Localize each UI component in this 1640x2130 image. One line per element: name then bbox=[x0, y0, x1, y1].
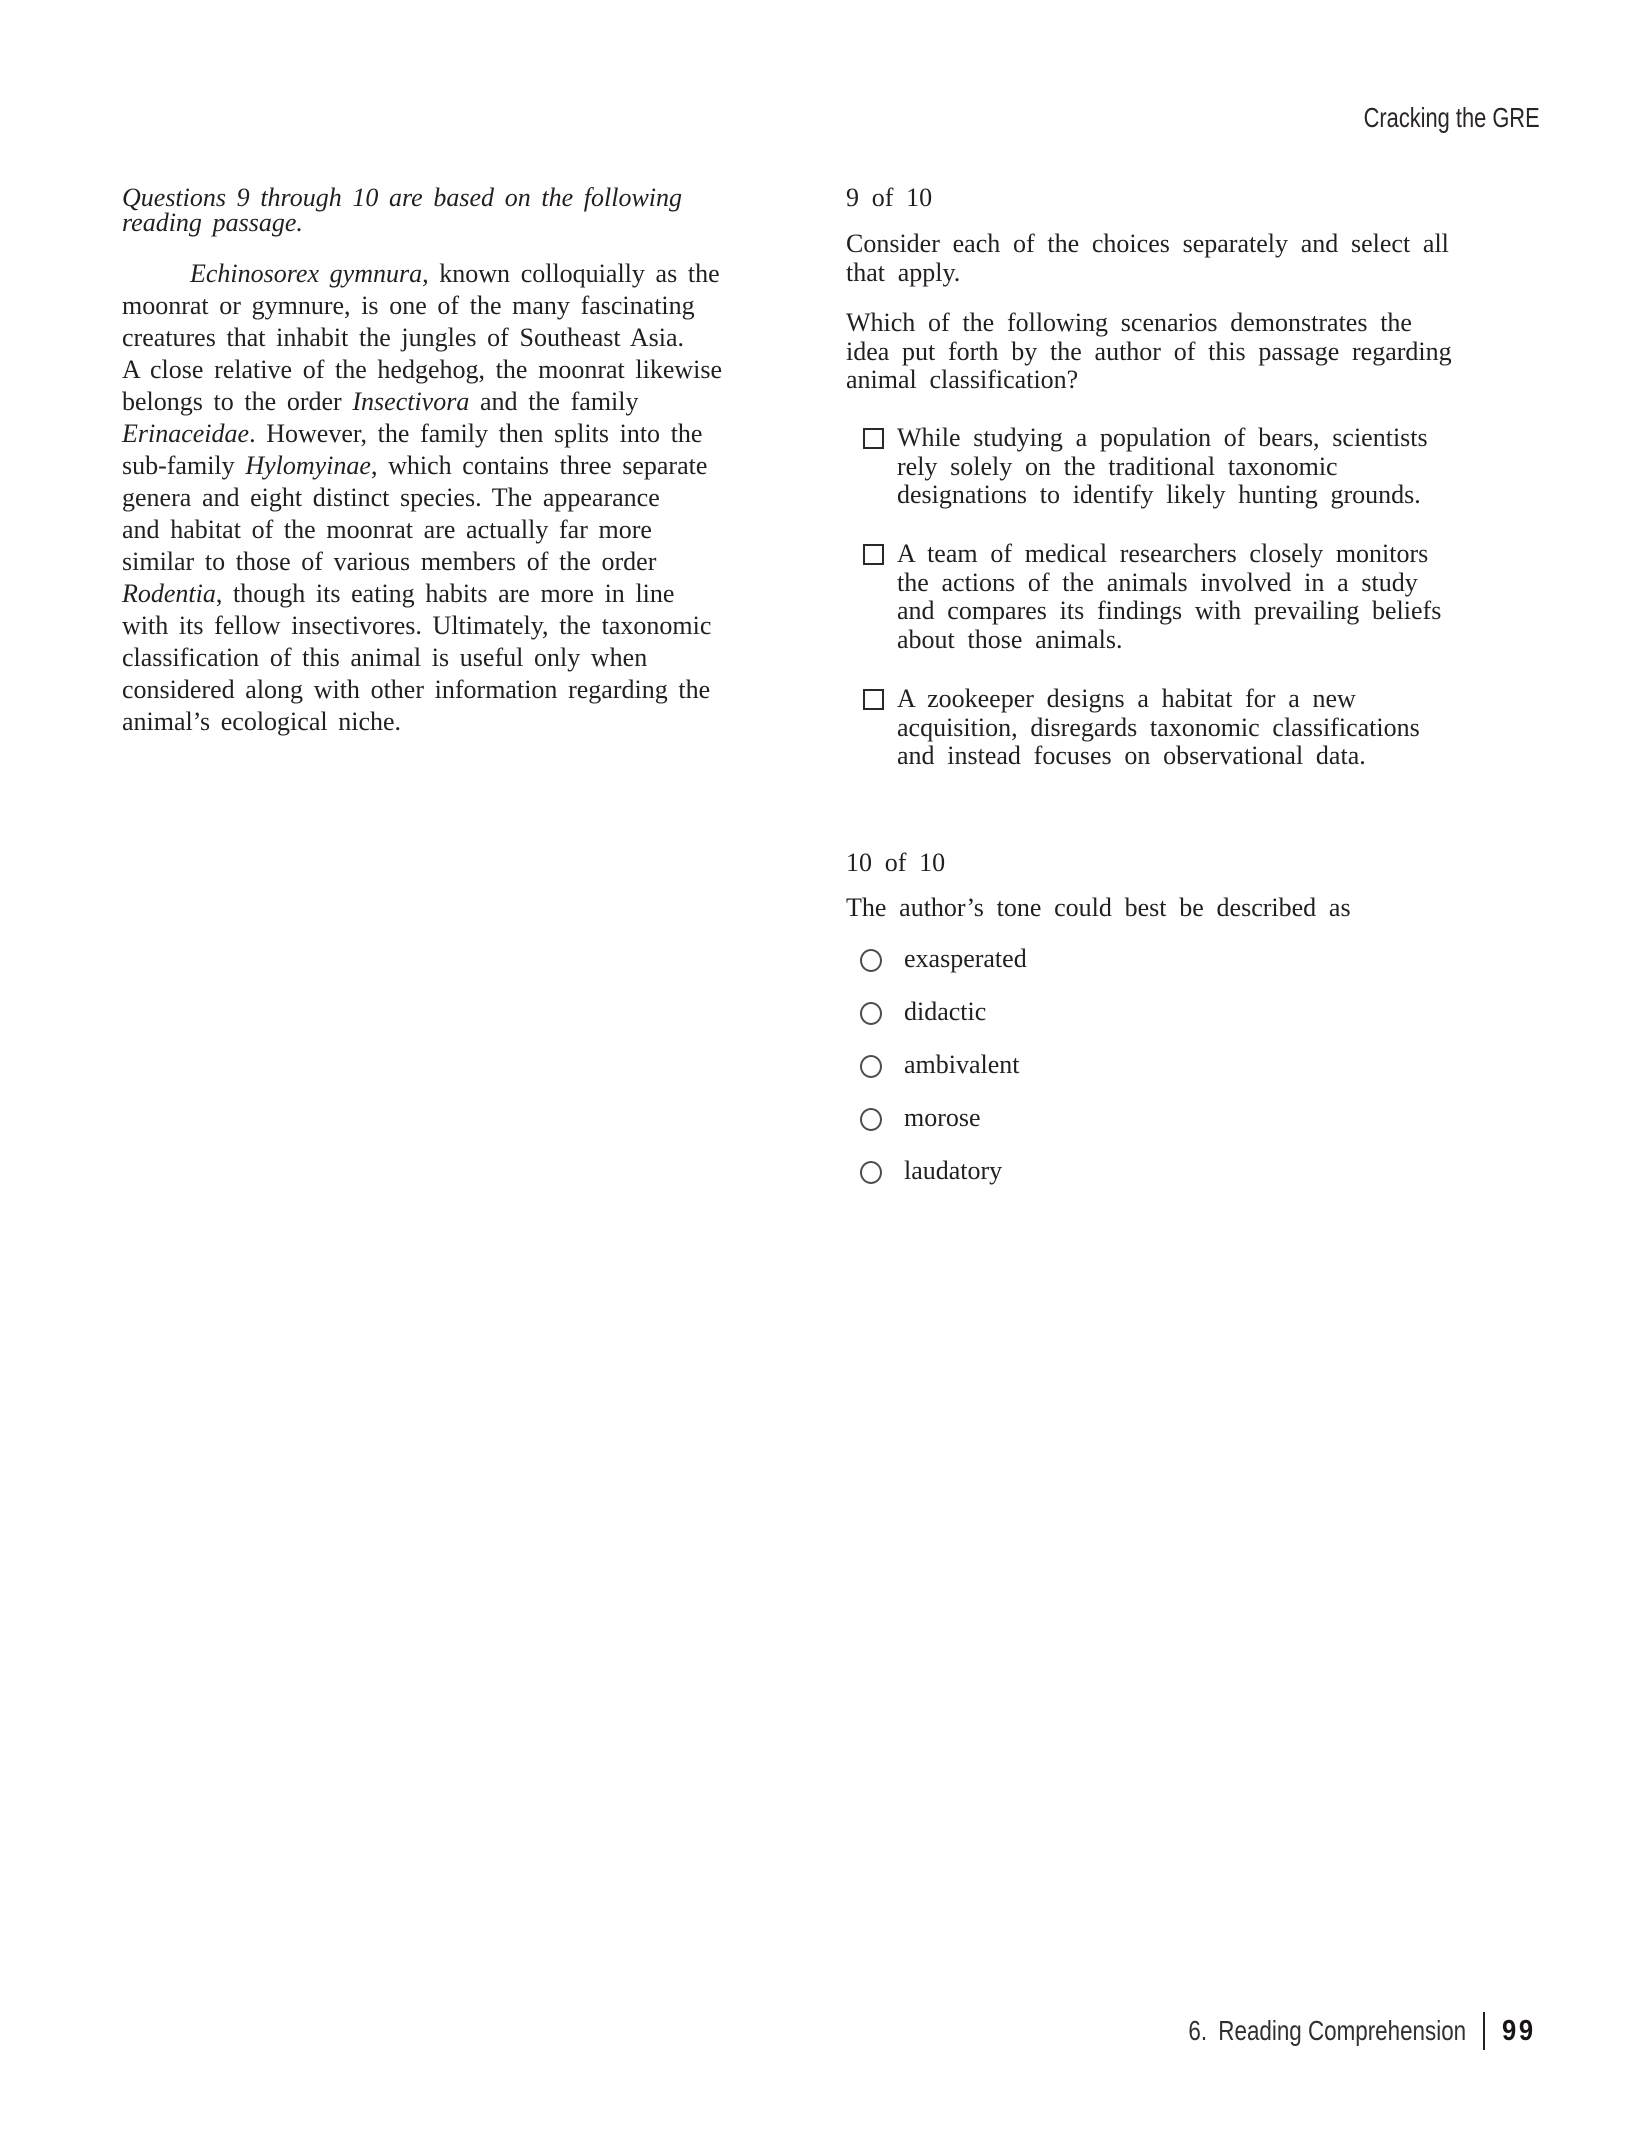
question-10-option[interactable] bbox=[846, 945, 1027, 974]
page-footer bbox=[1119, 2012, 1540, 2050]
checkbox-icon[interactable] bbox=[863, 689, 884, 710]
question-9-progress-label: 9 of 10 bbox=[846, 183, 933, 212]
radio-icon[interactable] bbox=[860, 1161, 882, 1184]
passage-direction: Questions 9 through 10 are based on the following reading passage. bbox=[122, 183, 683, 237]
question-10-option[interactable] bbox=[846, 998, 986, 1027]
checkbox-icon[interactable] bbox=[863, 544, 884, 565]
reading-passage: Echinosorex gymnura, known colloquially as the moonrat or gymnure, is one of the many fascinating creatures that inhabit the jungles of Southeast Asia. A close relative of the hedgehog, the moonrat likewise belongs to the order Insectivora and the family Erinaceidae. However, the family then splits into the sub-family Hylomyinae, which contains three separate genera and eight distinct species. The appearance and habitat of the moonrat are actually far more similar to those of various members of the order Rodentia, though its eating habits are more in line with its fellow insectivores. Ultimately, the taxonomic classification of this animal is useful only when considered along with other information regarding the animal’s ecological niche. bbox=[122, 259, 723, 736]
page-number: 99 bbox=[1501, 2014, 1536, 2047]
question-10-option[interactable] bbox=[846, 1157, 1002, 1186]
choice-text: While studying a population of bears, scientists rely solely on the traditional taxonomic designations to identify likely hunting grounds. bbox=[897, 423, 1428, 509]
choice-text: A zookeeper designs a habitat for a new acquisition, disregards taxonomic classifications and instead focuses on observational data. bbox=[897, 684, 1420, 770]
question-10-stem: The author’s tone could best be described as bbox=[846, 893, 1351, 922]
option-text: didactic bbox=[904, 997, 987, 1026]
question-9-choice[interactable] bbox=[846, 685, 1420, 771]
question-9-choice[interactable] bbox=[846, 540, 1441, 654]
question-10-option[interactable] bbox=[846, 1051, 1020, 1080]
radio-icon[interactable] bbox=[860, 1002, 882, 1025]
radio-icon[interactable] bbox=[860, 949, 882, 972]
option-text: ambivalent bbox=[904, 1050, 1020, 1079]
footer-divider bbox=[1483, 2012, 1485, 2050]
question-9-instruction: Consider each of the choices separately and select all that apply. bbox=[846, 229, 1449, 287]
footer-chapter-label bbox=[1188, 2015, 1466, 2047]
question-9-choice[interactable] bbox=[846, 424, 1428, 510]
radio-icon[interactable] bbox=[860, 1055, 882, 1078]
option-text: exasperated bbox=[904, 944, 1027, 973]
running-head bbox=[1314, 102, 1540, 134]
option-text: morose bbox=[904, 1103, 981, 1132]
checkbox-icon[interactable] bbox=[863, 428, 884, 449]
book-title: Cracking the GRE bbox=[1364, 102, 1540, 133]
option-text: laudatory bbox=[904, 1156, 1003, 1185]
question-9-stem: Which of the following scenarios demonstrates the idea put forth by the author of this passage regarding animal classification? bbox=[846, 308, 1452, 394]
radio-icon[interactable] bbox=[860, 1108, 882, 1131]
question-10-progress-label: 10 of 10 bbox=[846, 848, 946, 877]
chapter-number: 6. bbox=[1188, 2015, 1207, 2046]
choice-text: A team of medical researchers closely monitors the actions of the animals involved in a study and compares its findings with prevailing beliefs about those animals. bbox=[897, 539, 1442, 654]
question-10-option[interactable] bbox=[846, 1104, 981, 1133]
chapter-title: Reading Comprehension bbox=[1217, 2015, 1466, 2046]
